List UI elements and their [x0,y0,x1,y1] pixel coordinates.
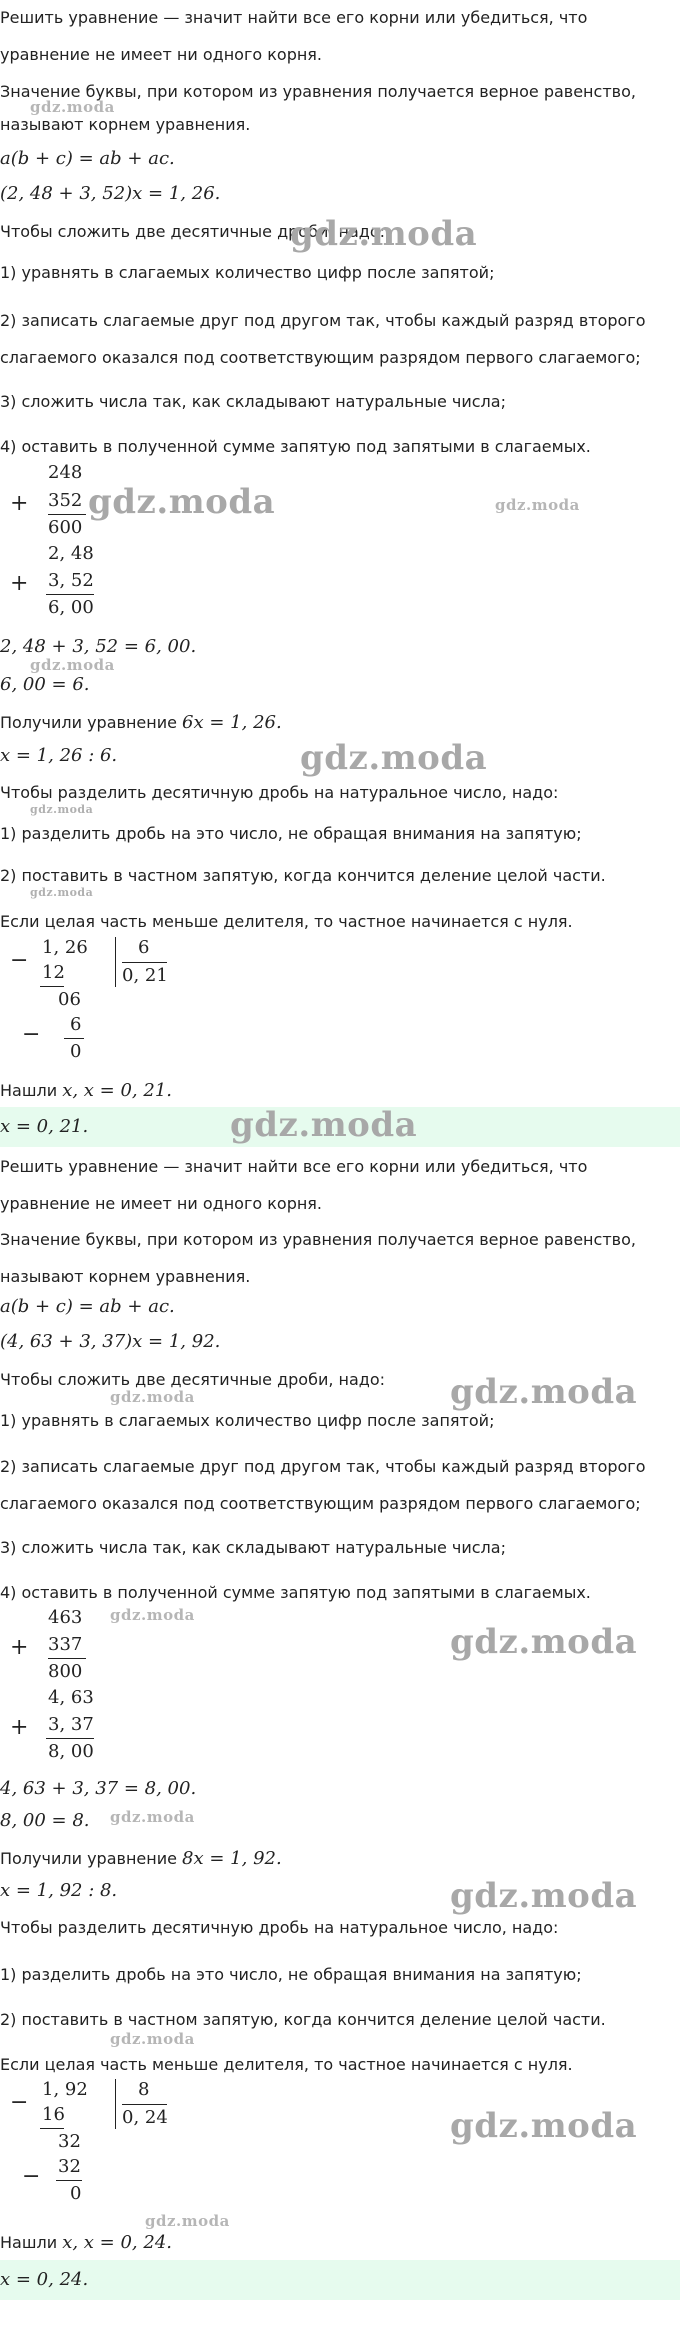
sum-line [48,1658,86,1659]
simplification: 6, 00 = 6. [0,674,90,695]
remainder-1: 32 [58,2131,81,2152]
answer: x = 0, 21. [0,1116,89,1137]
sum: 6, 00 [48,597,94,618]
found-math: x, x = 0, 21. [62,1080,172,1101]
quotient: 0, 21 [122,965,168,986]
obtained-label: Получили уравнение [0,1849,177,1868]
division-bar [115,937,116,987]
minus-sign: − [10,2090,29,2115]
division-rule-title: Чтобы разделить десятичную дробь на натуральное число, надо: [0,1918,559,1937]
equation: (2, 48 + 3, 52)x = 1, 26. [0,183,221,204]
sum: 8, 00 [48,1741,94,1762]
obtained-equation-math: 8x = 1, 92. [182,1848,282,1869]
addition-step-2b: слагаемого оказался под соответствующим разрядом первого слагаемого; [0,348,641,367]
intro-line-1: Решить уравнение — значит найти все его корни или убедиться, что [0,1157,588,1176]
addend-2: 3, 52 [48,570,94,591]
addition-step-4: 4) оставить в полученной сумме запятую под запятыми в слагаемых. [0,1583,591,1602]
definition-line-1: Значение буквы, при котором из уравнения получается верное равенство, [0,1230,636,1249]
definition-line-2: называют корнем уравнения. [0,115,251,134]
sum-result: 2, 48 + 3, 52 = 6, 00. [0,636,197,657]
sum: 800 [48,1661,83,1682]
intro-line-2: уравнение не имеет ни одного корня. [0,45,323,64]
subtrahend-1: 16 [42,2104,65,2125]
found-label: Нашли [0,1081,58,1100]
subtrahend-2: 6 [70,1014,82,1035]
plus-sign: + [10,1715,29,1740]
watermark: gdz.moda [145,2212,230,2230]
subtraction-line [64,1038,84,1039]
addition-step-2a: 2) записать слагаемые друг под другом так, чтобы каждый разряд второго [0,1457,646,1476]
distributive-law: a(b + c) = ab + ac. [0,1296,175,1317]
addition-step-2a: 2) записать слагаемые друг под другом так, чтобы каждый разряд второго [0,311,646,330]
x-expression: x = 1, 26 : 6. [0,745,118,766]
answer: x = 0, 24. [0,2269,89,2290]
watermark: gdz.moda [88,482,276,522]
addition-step-3: 3) сложить числа так, как складывают натуральные числа; [0,392,506,411]
addition-step-3: 3) сложить числа так, как складывают натуральные числа; [0,1538,506,1557]
watermark: gdz.moda [30,98,115,116]
found-line [0,2232,172,2254]
addition-step-1: 1) уравнять в слагаемых количество цифр после запятой; [0,1411,495,1430]
division-note: Если целая часть меньше делителя, то частное начинается с нуля. [0,912,573,931]
divisor: 6 [138,937,150,958]
watermark: gdz.moda [450,2106,638,2146]
watermark: gdz.moda [450,1876,638,1916]
addend-2: 352 [48,490,83,511]
division-step-1: 1) разделить дробь на это число, не обращая внимания на запятую; [0,824,582,843]
sum-result: 4, 63 + 3, 37 = 8, 00. [0,1778,197,1799]
quotient-line [122,962,167,963]
subtrahend-2: 32 [58,2156,81,2177]
watermark: gdz.moda [30,886,94,899]
division-note: Если целая часть меньше делителя, то частное начинается с нуля. [0,2055,573,2074]
addend-1: 463 [48,1607,83,1628]
subtraction-line [56,2180,82,2181]
found-math: x, x = 0, 24. [62,2232,172,2253]
watermark: gdz.moda [110,2030,195,2048]
intro-line-2: уравнение не имеет ни одного корня. [0,1194,323,1213]
watermark: gdz.moda [30,803,94,816]
addend-2: 3, 37 [48,1714,94,1735]
quotient-line [122,2104,167,2105]
plus-sign: + [10,571,29,596]
sum-line [46,594,94,595]
intro-line-1: Решить уравнение — значит найти все его корни или убедиться, что [0,8,588,27]
remainder-2: 0 [70,2183,82,2204]
watermark: gdz.moda [30,656,115,674]
division-step-1: 1) разделить дробь на это число, не обращая внимания на запятую; [0,1965,582,1984]
watermark: gdz.moda [495,496,580,514]
division-bar [115,2079,116,2129]
addition-rule-title: Чтобы сложить две десятичные дроби, надо: [0,222,386,241]
dividend: 1, 92 [42,2079,88,2100]
plus-sign: + [10,1635,29,1660]
definition-line-2: называют корнем уравнения. [0,1267,251,1286]
dividend: 1, 26 [42,937,88,958]
obtained-label: Получили уравнение [0,713,177,732]
watermark: gdz.moda [450,1372,638,1412]
division-rule-title: Чтобы разделить десятичную дробь на натуральное число, надо: [0,783,559,802]
addition-step-2b: слагаемого оказался под соответствующим разрядом первого слагаемого; [0,1494,641,1513]
equation: (4, 63 + 3, 37)x = 1, 92. [0,1331,221,1352]
watermark: gdz.moda [110,1606,195,1624]
minus-sign: − [10,948,29,973]
addition-rule-title: Чтобы сложить две десятичные дроби, надо: [0,1370,386,1389]
found-label: Нашли [0,2233,58,2252]
distributive-law: a(b + c) = ab + ac. [0,148,175,169]
addend-1: 2, 48 [48,543,94,564]
obtained-equation-math: 6x = 1, 26. [182,712,282,733]
subtraction-line [40,2128,64,2129]
addition-step-4: 4) оставить в полученной сумме запятую под запятыми в слагаемых. [0,437,591,456]
found-line [0,1080,172,1102]
simplification: 8, 00 = 8. [0,1810,90,1831]
division-step-2: 2) поставить в частном запятую, когда кончится деление целой части. [0,2010,606,2029]
addend-1: 4, 63 [48,1687,94,1708]
minus-sign: − [22,1022,41,1047]
watermark: gdz.moda [110,1808,195,1826]
watermark: gdz.moda [300,738,488,778]
obtained-equation [0,1848,282,1870]
addition-step-1: 1) уравнять в слагаемых количество цифр после запятой; [0,263,495,282]
watermark: gdz.moda [290,214,478,254]
watermark: gdz.moda [230,1105,418,1145]
subtraction-line [40,986,64,987]
division-step-2: 2) поставить в частном запятую, когда кончится деление целой части. [0,866,606,885]
obtained-equation [0,712,282,734]
sum-line [46,1738,94,1739]
divisor: 8 [138,2079,150,2100]
addend-1: 248 [48,462,83,483]
watermark: gdz.moda [450,1622,638,1662]
addend-2: 337 [48,1634,83,1655]
subtrahend-1: 12 [42,962,65,983]
minus-sign: − [22,2164,41,2189]
answer-highlight [0,2260,680,2300]
x-expression: x = 1, 92 : 8. [0,1880,118,1901]
plus-sign: + [10,491,29,516]
watermark: gdz.moda [110,1388,195,1406]
sum-line [48,514,86,515]
sum: 600 [48,517,83,538]
remainder-2: 0 [70,1041,82,1062]
quotient: 0, 24 [122,2107,168,2128]
remainder-1: 06 [58,989,81,1010]
definition-line-1: Значение буквы, при котором из уравнения получается верное равенство, [0,82,636,101]
